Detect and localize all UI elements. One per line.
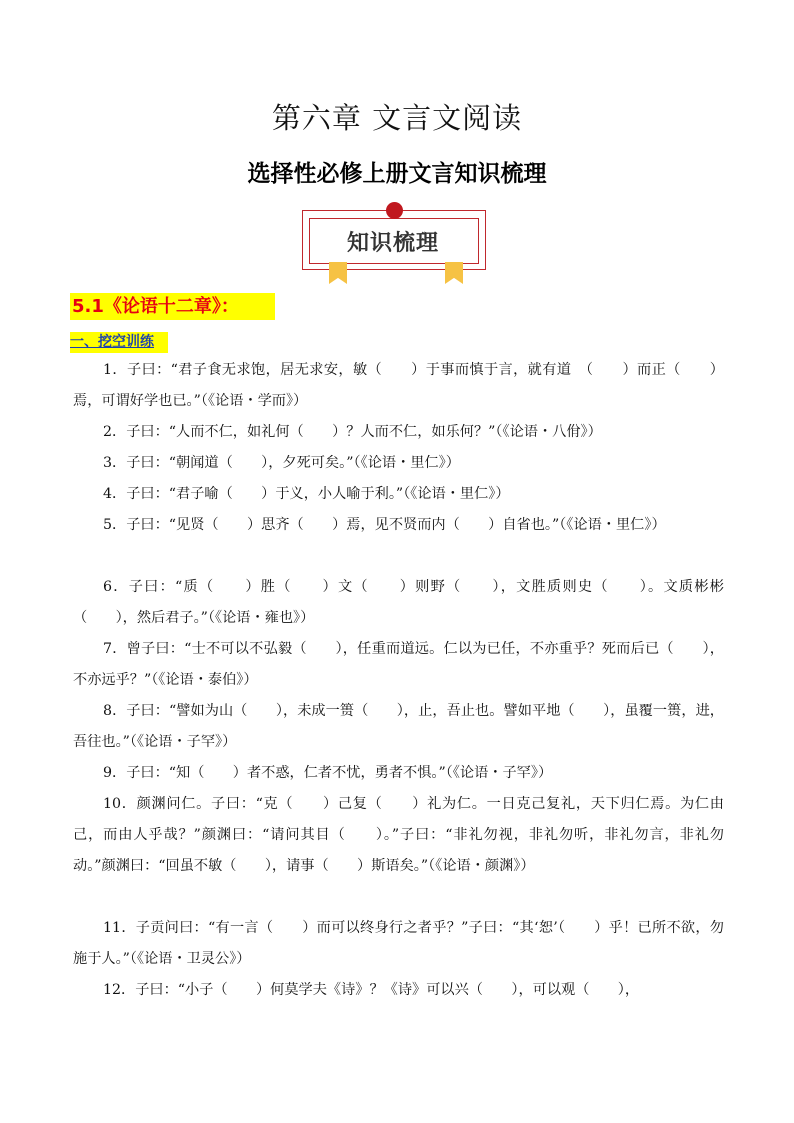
chapter-title: 第六章 文言文阅读 (271, 101, 523, 135)
knowledge-banner (302, 206, 486, 278)
banner-pin-icon (386, 202, 403, 219)
exercise-item-6: 6．子曰：“质（ ）胜（ ）文（ ）则野（ ），文胜质则史（ ）。文质彬彬（ ），然后君子。”（《论语・雍也》） (73, 579, 724, 626)
exercise-item-4: 4．子曰：“君子喻（ ）于义，小人喻于利。”（《论语・里仁》） (103, 486, 510, 502)
exercise-item-1: 1．子曰：“君子食无求饱，居无求安，敏（ ）于事而慎于言，就有道 （ ）而正（ ）焉，可谓好学也已。”（《论语・学而》） (73, 362, 724, 409)
exercise-item-5: 5．子曰：“见贤（ ）思齐（ ）焉，见不贤而内（ ）自省也。”（《论语・里仁》） (103, 517, 666, 533)
exercise-item-9: 9．子曰：“知（ ）者不惑，仁者不忧，勇者不惧。”（《论语・子罕》） (103, 765, 553, 781)
section-heading (70, 293, 275, 320)
exercise-item-7: 7．曾子曰：“士不可以不弘毅（ ），任重而道远。仁以为已任，不亦重乎？死而后已（ ），不亦远乎？”（《论语・泰伯》） (73, 641, 724, 688)
banner-ribbon-right-icon (445, 262, 463, 284)
banner-ribbon-left-icon (329, 262, 347, 284)
sub-heading-text: 一、挖空训练 (70, 334, 154, 350)
sub-heading (70, 332, 168, 353)
section-heading-text: 5.1《论语十二章》： (72, 296, 239, 317)
exercise-item-8: 8．子曰：“譬如为山（ ），未成一篑（ ），止，吾止也。譬如平地（ ），虽覆一篑，进，吾往也。”（《论语・子罕》） (73, 703, 724, 750)
exercise-item-10: 10．颜渊问仁。子曰：“克（ ）己复（ ）礼为仁。一日克己复礼，天下归仁焉。为仁由己，而由人乎哉？”颜渊曰：“请问其目（ ）。”子曰：“非礼勿视，非礼勿听，非礼勿言，非礼勿动。”颜渊曰：“回虽不敏（ ），请事（ ）斯语矣。”（《论语・颜渊》） (73, 796, 724, 874)
exercise-item-2: 2．子曰：“人而不仁，如礼何（ ）？人而不仁，如乐何？”（《论语・八佾》） (103, 424, 602, 440)
document-subtitle: 选择性必修上册文言知识梳理 (247, 161, 547, 187)
banner-label: 知识梳理 (346, 231, 439, 256)
exercise-item-11: 11．子贡问曰：“有一言（ ）而可以终身行之者乎？”子曰：“其‘恕’（ ）乎！已所不欲，勿施于人。”（《论语・卫灵公》） (73, 920, 724, 967)
exercise-item-12: 12．子曰：“小子（ ）何莫学夫《诗》？《诗》可以兴（ ），可以观（ ）， (103, 982, 640, 998)
exercise-item-3: 3．子曰：“朝闻道（ ），夕死可矣。”（《论语・里仁》） (103, 455, 460, 471)
